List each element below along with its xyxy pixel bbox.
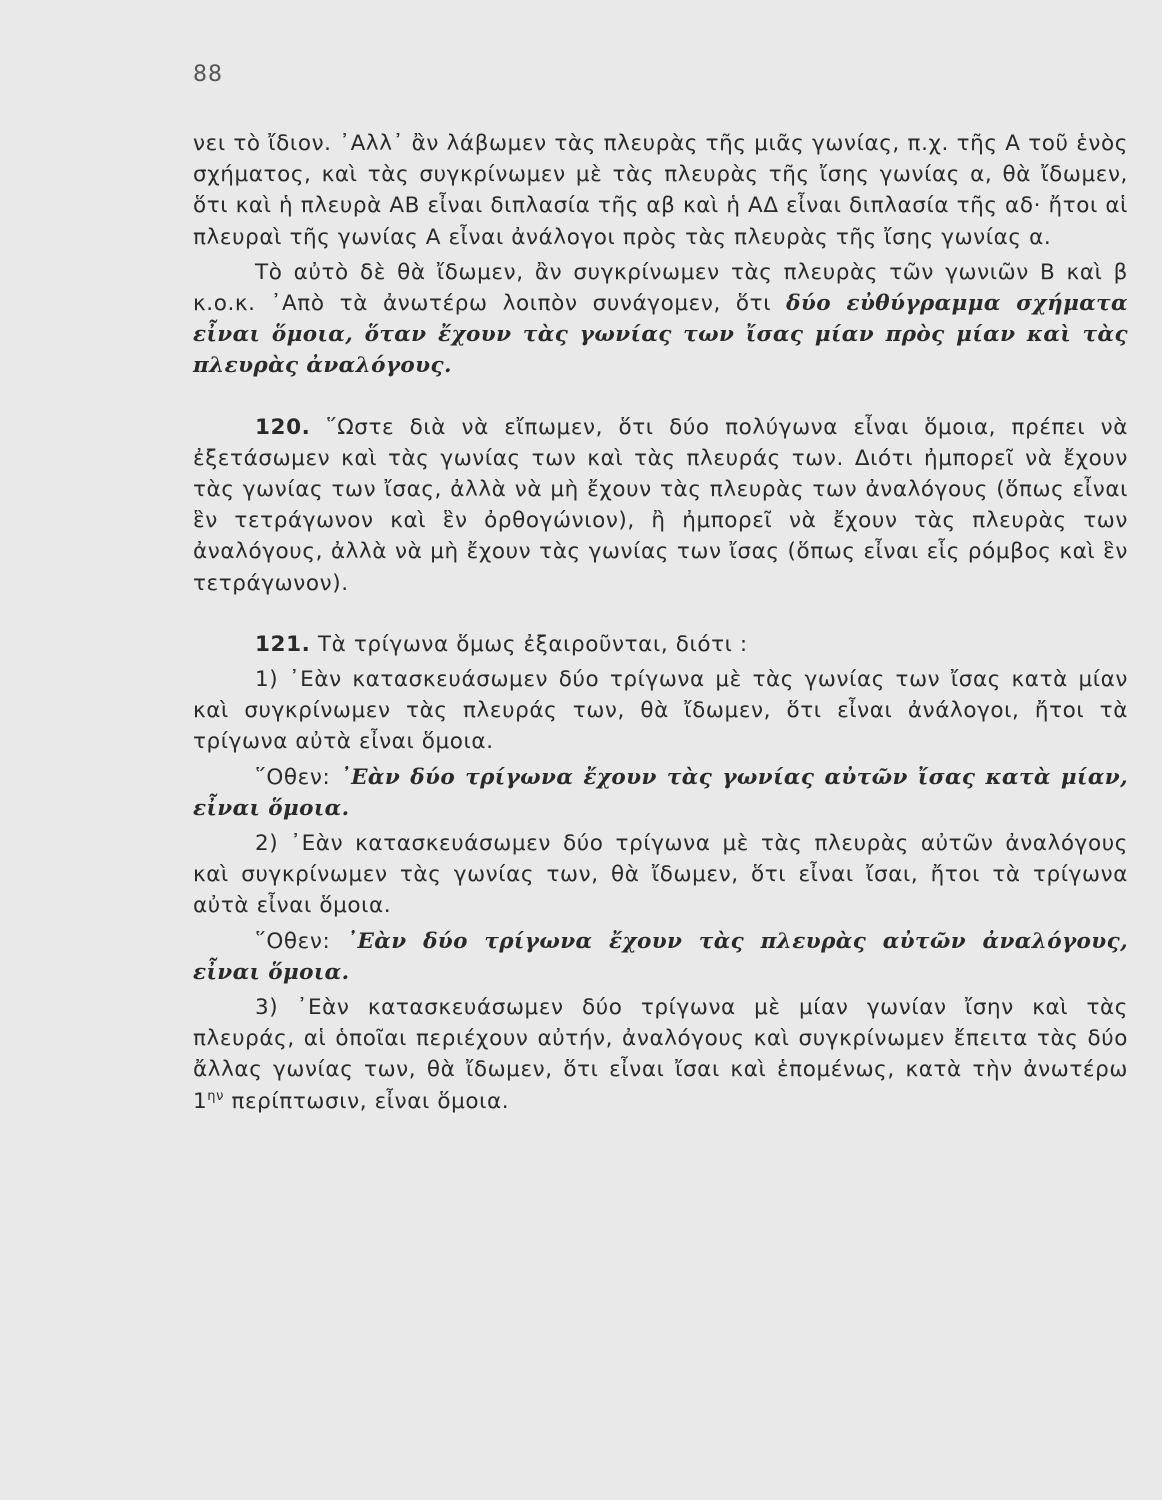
section-120 [193,412,1128,599]
case-3-text-a: 3) ᾿Εὰν κατασκευάσωμεν δύο τρίγωνα μὲ μίαν γωνίαν ἴσην καὶ τὰς πλευράς, αἱ ὁποῖαι περιέχουν αὐτήν, ἀναλόγους καὶ συγκρίνωμεν ἔπειτα τὰς δύο ἄλλας γωνίας των, θὰ ἴδωμεν, ὅτι εἶναι ἴσαι καὶ ἑπομένως, κατὰ τὴν ἀνωτέρω 1 [193,995,1128,1114]
conclusion-text: Τὸ αὐτὸ δὲ θὰ ἴδωμεν, ἂν συγκρίνωμεν τὰς πλευρὰς τῶν γωνιῶν Β καὶ β κ.ο.κ. ᾿Απὸ τὰ ἀνωτέρω λοιπὸν συνάγομεν, ὅτι [193,259,1128,317]
case-2-theorem [193,926,1128,988]
section-121-text: Τὰ τρίγωνα ὅμως ἐξαιροῦνται, διότι : [310,631,748,657]
section-121-number: 121. [255,631,311,657]
page-body [193,128,1128,1117]
case-1-theorem-text: ᾿Εὰν δύο τρίγωνα ἔχουν τὰς γωνίας αὐτῶν ἴσας κατὰ μίαν, εἶναι ὅμοια. [193,764,1128,821]
section-120-number: 120. [255,414,311,440]
case-1-lead: ῞Οθεν: [255,764,340,790]
case-2-lead: ῞Οθεν: [255,928,347,954]
paragraph-conclusion [193,257,1128,382]
section-120-text: ῞Ωστε διὰ νὰ εἴπωμεν, ὅτι δύο πολύγωνα εἶναι ὅμοια, πρέπει νὰ ἐξετάσωμεν καὶ τὰς γωνίας των καὶ τὰς πλευράς των. Διότι ἠμπορεῖ νὰ ἔχουν τὰς γωνίας των ἴσας, ἀλλὰ νὰ μὴ ἔχουν τὰς πλευρὰς των ἀναλόγους (ὅπως εἶναι ἓν τετράγωνον καὶ ἓν ὀρθογώνιον), ἢ ἠμπορεῖ νὰ ἔχουν τὰς πλευρὰς των ἀναλόγους, ἀλλὰ νὰ μὴ ἔχουν τὰς γωνίας των ἴσας (ὅπως εἶναι εἷς ρόμβος καὶ ἓν τετράγωνον). [193,414,1128,596]
section-121 [193,629,1128,660]
case-3 [193,992,1128,1117]
case-2-theorem-text: ᾿Εὰν δύο τρίγωνα ἔχουν τὰς πλευρὰς αὐτῶν ἀναλόγους, εἶναι ὅμοια. [193,928,1128,985]
case-3-superscript: ην [207,1088,224,1104]
case-1-theorem [193,762,1128,824]
page-number: 88 [193,62,223,87]
case-2: 2) ᾿Εὰν κατασκευάσωμεν δύο τρίγωνα μὲ τὰς πλευρὰς αὐτῶν ἀναλόγους καὶ συγκρίνωμεν τὰς γωνίας των, θὰ ἴδωμεν, ὅτι εἶναι ἴσαι, ἤτοι τὰ τρίγωνα αὐτὰ εἶναι ὅμοια. [193,831,1128,919]
case-1: 1) ᾿Εὰν κατασκευάσωμεν δύο τρίγωνα μὲ τὰς γωνίας των ἴσας κατὰ μίαν καὶ συγκρίνωμεν τὰς πλευράς των, θὰ ἴδωμεν, ὅτι εἶναι ἀνάλογοι, ἤτοι τὰ τρίγωνα αὐτὰ εἶναι ὅμοια. [193,667,1128,755]
paragraph-continuation: νει τὸ ἴδιον. ᾿Αλλ᾿ ἂν λάβωμεν τὰς πλευρὰς τῆς μιᾶς γωνίας, π.χ. τῆς Α τοῦ ἑνὸς σχήματος, καὶ τὰς συγκρίνωμεν μὲ τὰς πλευρὰς τῆς ἴσης γωνίας α, θὰ ἴδωμεν, ὅτι καὶ ἡ πλευρὰ ΑΒ εἶναι διπλασία τῆς αβ καὶ ἡ ΑΔ εἶναι διπλασία τῆς αδ· ἤτοι αἱ πλευραὶ τῆς γωνίας Α εἶναι ἀνάλογοι πρὸς τὰς πλευρὰς τῆς ἴσης γωνίας α. [193,131,1128,250]
conclusion-definition: δύο εὐθύγραμμα σχήματα εἶναι ὅμοια, ὅταν ἔχουν τὰς γωνίας των ἴσας μίαν πρὸς μίαν καὶ τὰς πλευρὰς ἀναλόγους. [193,291,1128,379]
case-3-text-b: περίπτωσιν, εἶναι ὅμοια. [223,1088,510,1114]
